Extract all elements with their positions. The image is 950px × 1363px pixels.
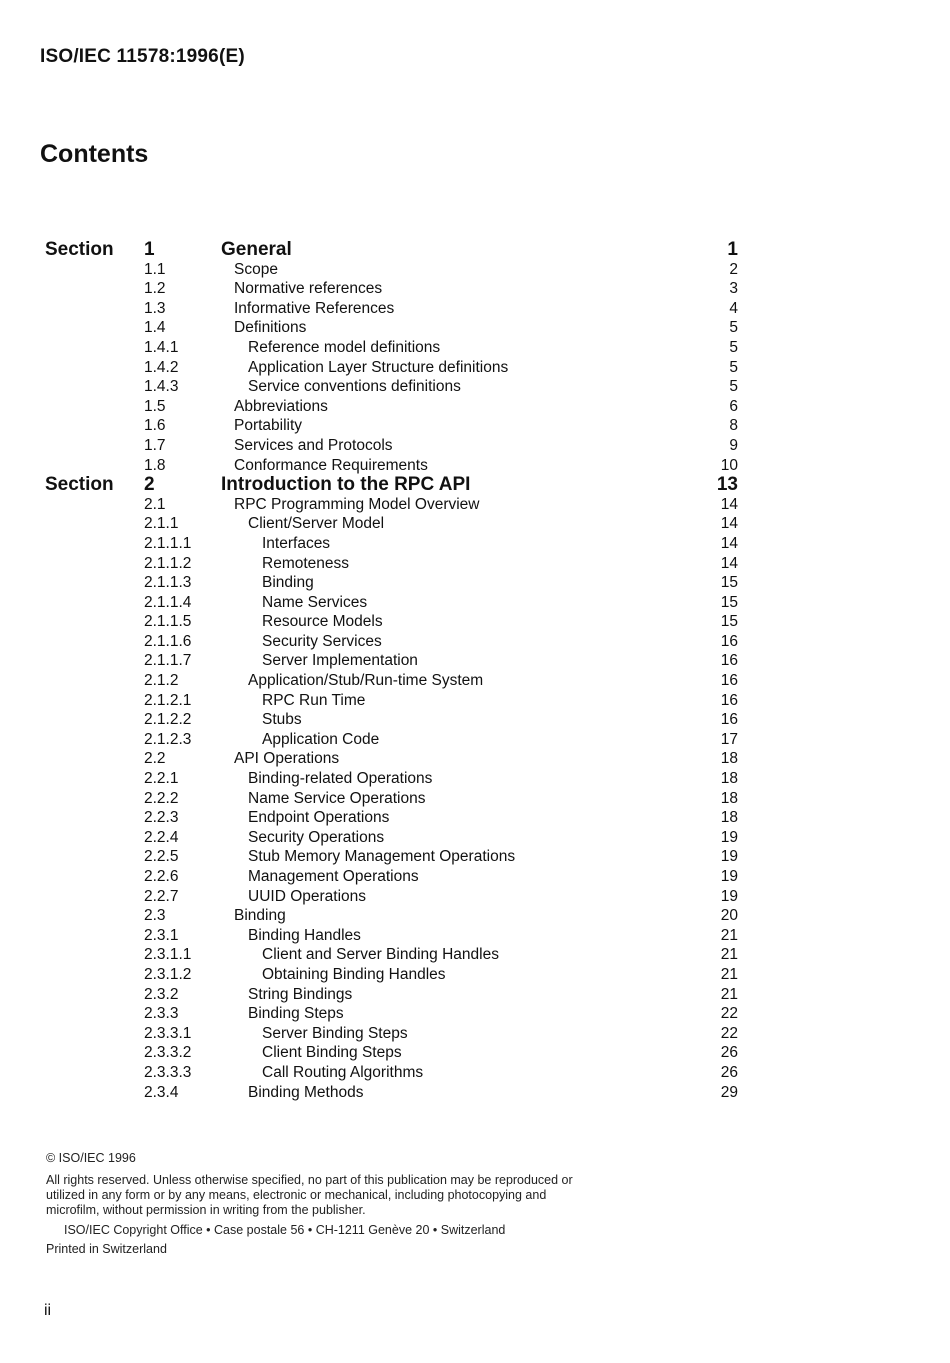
toc-title: Security Services — [262, 632, 382, 650]
toc-title: Obtaining Binding Handles — [262, 965, 446, 983]
toc-row — [0, 436, 950, 456]
printed-in: Printed in Switzerland — [46, 1242, 167, 1256]
toc-title: Security Operations — [248, 828, 385, 846]
toc-page: 21 — [720, 985, 738, 1003]
toc-number: 1.4.2 — [144, 358, 179, 376]
toc-page: 2 — [729, 260, 738, 278]
toc-section-row — [0, 240, 950, 260]
toc-row — [0, 965, 950, 985]
toc-number: 2.1.1.1 — [144, 534, 192, 552]
toc-page: 14 — [720, 495, 738, 513]
toc-row — [0, 338, 950, 358]
toc-title: Name Service Operations — [248, 789, 426, 807]
toc-page: 16 — [720, 632, 738, 650]
toc-row — [0, 691, 950, 711]
toc-title: Client Binding Steps — [262, 1044, 402, 1062]
toc-row — [0, 416, 950, 436]
toc-number: 1.4 — [144, 319, 166, 337]
toc-number: 2.2.3 — [144, 809, 179, 827]
toc-number: 2.2.1 — [144, 770, 179, 788]
toc-row — [0, 808, 950, 828]
toc-title: Introduction to the RPC API — [221, 474, 471, 496]
toc-number: 2.3.3.3 — [144, 1063, 192, 1081]
toc-row — [0, 789, 950, 809]
toc-title: Application Layer Structure definitions — [248, 358, 509, 376]
toc-page: 21 — [720, 965, 738, 983]
toc-page: 18 — [720, 770, 738, 788]
toc-title: API Operations — [234, 750, 340, 768]
toc-number: 2.3.4 — [144, 1083, 179, 1101]
document-id: ISO/IEC 11578:1996(E) — [40, 46, 245, 67]
toc-page: 5 — [729, 319, 738, 337]
toc-title: Abbreviations — [234, 397, 328, 415]
toc-row — [0, 632, 950, 652]
toc-row — [0, 554, 950, 574]
toc-title: Remoteness — [262, 554, 350, 572]
toc-title: Normative references — [234, 280, 383, 298]
toc-number: 2.1.2.3 — [144, 730, 192, 748]
toc-number: 1.7 — [144, 436, 166, 454]
toc-number: 2.3.3 — [144, 1005, 179, 1023]
toc-row — [0, 906, 950, 926]
toc-number: 2.2.7 — [144, 887, 179, 905]
toc-row — [0, 534, 950, 554]
toc-row — [0, 573, 950, 593]
toc-page: 16 — [720, 711, 738, 729]
toc-row — [0, 1063, 950, 1083]
toc-page: 20 — [720, 907, 738, 925]
toc-title: Interfaces — [262, 534, 331, 552]
toc-number: 2.2.2 — [144, 789, 179, 807]
toc-page: 14 — [720, 554, 738, 572]
toc-page: 13 — [716, 474, 738, 496]
toc-title: Informative References — [234, 299, 395, 317]
toc-page: 1 — [727, 239, 738, 260]
toc-page: 5 — [729, 358, 738, 376]
toc-number: 2.2 — [144, 750, 166, 768]
toc-number: 2.1.1.6 — [144, 632, 192, 650]
toc-title: Application/Stub/Run-time System — [248, 672, 484, 690]
toc-title: UUID Operations — [248, 887, 367, 905]
toc-page: 17 — [720, 730, 738, 748]
toc-row — [0, 671, 950, 691]
toc-number: 1.8 — [144, 456, 166, 474]
toc-number: 2.3.3.1 — [144, 1024, 192, 1042]
toc-row — [0, 985, 950, 1005]
toc-title: Binding — [234, 907, 286, 925]
toc-row — [0, 514, 950, 534]
toc-number: 2.2.5 — [144, 848, 179, 866]
toc-page: 19 — [720, 887, 738, 905]
copyright-notice: © ISO/IEC 1996 — [46, 1151, 136, 1165]
toc-title: Endpoint Operations — [248, 809, 390, 827]
toc-number: 1.6 — [144, 417, 166, 435]
toc-page: 18 — [720, 750, 738, 768]
toc-title: Reference model definitions — [248, 338, 441, 356]
toc-row — [0, 867, 950, 887]
toc-number: 1.2 — [144, 280, 166, 298]
toc-number: 2.1.2.2 — [144, 711, 192, 729]
toc-title: Binding-related Operations — [248, 770, 433, 788]
toc-row — [0, 1083, 950, 1103]
toc-page: 18 — [720, 789, 738, 807]
toc-page: 19 — [720, 848, 738, 866]
toc-page: 16 — [720, 672, 738, 690]
toc-title: RPC Programming Model Overview — [234, 495, 480, 513]
toc-title: Scope — [234, 260, 278, 278]
toc-page: 8 — [729, 417, 738, 435]
toc-number: 2.3.3.2 — [144, 1044, 192, 1062]
toc-title: Conformance Requirements — [234, 456, 428, 474]
toc-row — [0, 1004, 950, 1024]
section-label: Section — [45, 474, 114, 496]
rights-statement: All rights reserved. Unless otherwise specified, no part of this publication may be reproduced or utilized in any form or by any means, electronic or mechanical, including photocopying and microfilm, without permission in writing from the publisher. — [46, 1173, 573, 1217]
toc-title: Binding — [262, 574, 314, 592]
toc-page: 14 — [720, 515, 738, 533]
toc-number: 2.1 — [144, 495, 166, 513]
toc-number: 2 — [144, 474, 155, 496]
copyright-office-address: ISO/IEC Copyright Office • Case postale 56 • CH-1211 Genève 20 • Switzerland — [64, 1223, 506, 1237]
toc-title: Stubs — [262, 711, 302, 729]
toc-number: 2.3.2 — [144, 985, 179, 1003]
toc-page: 15 — [720, 593, 738, 611]
toc-page: 21 — [720, 946, 738, 964]
toc-page: 19 — [720, 868, 738, 885]
toc-number: 2.1.1.2 — [144, 554, 192, 572]
toc-number: 1.4.3 — [144, 378, 179, 396]
toc-title: Client and Server Binding Handles — [262, 946, 499, 964]
toc-row — [0, 260, 950, 280]
toc-title: Service conventions definitions — [248, 378, 461, 396]
toc-row — [0, 828, 950, 848]
toc-row — [0, 651, 950, 671]
toc-row — [0, 397, 950, 417]
toc-title: Definitions — [234, 319, 307, 337]
toc-page: 16 — [720, 691, 738, 709]
toc-row — [0, 769, 950, 789]
toc-title: Services and Protocols — [234, 436, 393, 454]
toc-title: Client/Server Model — [248, 515, 385, 533]
toc-page: 5 — [729, 338, 738, 356]
toc-page: 10 — [720, 456, 738, 474]
toc-page: 19 — [720, 828, 738, 846]
page-title: Contents — [40, 140, 149, 168]
toc-number: 2.1.2.1 — [144, 691, 192, 709]
toc-number: 2.2.6 — [144, 868, 179, 885]
toc-page: 21 — [720, 926, 738, 944]
toc-row — [0, 612, 950, 632]
toc-title: Resource Models — [262, 613, 383, 631]
toc-row — [0, 926, 950, 946]
toc-title: Call Routing Algorithms — [262, 1063, 424, 1081]
toc-row — [0, 1043, 950, 1063]
toc-page: 15 — [720, 574, 738, 592]
toc-number: 1.5 — [144, 397, 166, 415]
toc-row — [0, 749, 950, 769]
toc-page: 6 — [729, 397, 738, 415]
toc-title: Binding Methods — [248, 1083, 364, 1101]
toc-title: RPC Run Time — [262, 691, 366, 709]
toc-page: 14 — [720, 534, 738, 552]
toc-section-row — [0, 475, 950, 495]
toc-row — [0, 358, 950, 378]
toc-number: 2.3.1 — [144, 926, 179, 944]
toc-number: 2.1.1.4 — [144, 593, 192, 611]
toc-row — [0, 299, 950, 319]
toc-number: 1 — [144, 239, 155, 260]
toc-title: Name Services — [262, 593, 368, 611]
toc-title: Application Code — [262, 730, 380, 748]
toc-page: 29 — [720, 1083, 738, 1101]
toc-title: String Bindings — [248, 985, 353, 1003]
toc-row — [0, 318, 950, 338]
toc-row — [0, 847, 950, 867]
toc-title: Binding Steps — [248, 1005, 344, 1023]
toc-number: 2.1.2 — [144, 672, 179, 690]
toc-title: Stub Memory Management Operations — [248, 848, 516, 866]
toc-number: 2.1.1.3 — [144, 574, 192, 592]
section-label: Section — [45, 239, 114, 260]
toc-page: 3 — [729, 280, 738, 298]
toc-page: 22 — [720, 1005, 738, 1023]
toc-page: 5 — [729, 378, 738, 396]
toc-title: Portability — [234, 417, 303, 435]
toc-page: 26 — [720, 1044, 738, 1062]
toc-number: 2.3.1.1 — [144, 946, 192, 964]
toc-number: 1.3 — [144, 299, 166, 317]
toc-page: 4 — [729, 299, 738, 317]
toc-page: 26 — [720, 1063, 738, 1081]
toc-number: 2.1.1.7 — [144, 652, 192, 670]
table-of-contents — [0, 240, 950, 1102]
toc-number: 2.3.1.2 — [144, 965, 192, 983]
toc-row — [0, 887, 950, 907]
toc-page: 9 — [729, 436, 738, 454]
toc-row — [0, 710, 950, 730]
toc-row — [0, 730, 950, 750]
toc-row — [0, 456, 950, 476]
toc-row — [0, 279, 950, 299]
toc-row — [0, 945, 950, 965]
toc-title: Binding Handles — [248, 926, 361, 944]
toc-row — [0, 1024, 950, 1044]
toc-number: 2.2.4 — [144, 828, 179, 846]
toc-number: 2.3 — [144, 907, 166, 925]
toc-number: 1.4.1 — [144, 338, 179, 356]
toc-title: General — [221, 239, 292, 260]
toc-page: 16 — [720, 652, 738, 670]
page-number: ii — [44, 1302, 52, 1319]
toc-number: 2.1.1.5 — [144, 613, 192, 631]
toc-row — [0, 593, 950, 613]
toc-row — [0, 495, 950, 515]
footer — [46, 1151, 591, 1256]
toc-number: 1.1 — [144, 260, 166, 278]
toc-title: Server Binding Steps — [262, 1024, 408, 1042]
toc-title: Management Operations — [248, 868, 419, 885]
toc-page: 22 — [720, 1024, 738, 1042]
toc-number: 2.1.1 — [144, 515, 179, 533]
toc-page: 15 — [720, 613, 738, 631]
toc-row — [0, 377, 950, 397]
toc-page: 18 — [720, 809, 738, 827]
toc-title: Server Implementation — [262, 652, 418, 670]
